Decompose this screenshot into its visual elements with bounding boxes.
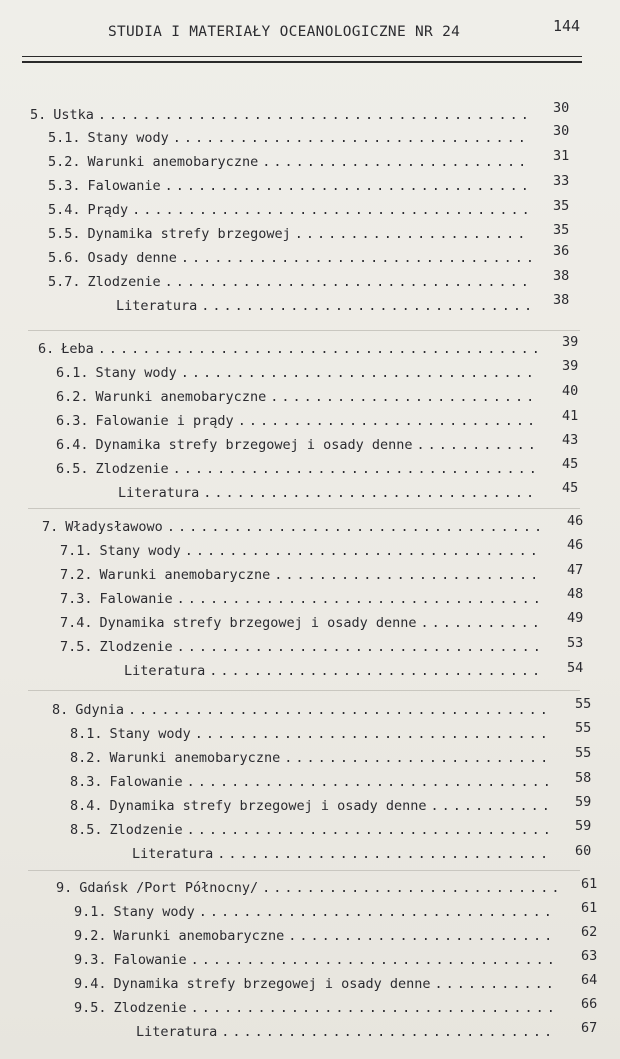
toc-page-number: 35 — [553, 222, 570, 238]
toc-entry — [48, 226, 528, 242]
toc-entry-label: Władysławowo — [65, 519, 163, 535]
toc-entry-number: 6.1. — [56, 365, 89, 381]
dot-leader: ........................................ — [97, 341, 543, 357]
dot-leader: ........... — [430, 798, 553, 814]
section-separator — [28, 870, 580, 871]
toc-entry-label: Warunki anemobaryczne — [109, 750, 281, 766]
section-separator — [28, 330, 580, 331]
dot-leader: ..................... — [294, 226, 529, 242]
dot-leader: ........................ — [262, 154, 530, 170]
dot-leader: .............................. — [209, 663, 544, 679]
toc-entry-number: 5.5. — [48, 226, 81, 242]
toc-entry-number: 9. — [56, 880, 73, 896]
dot-leader: ................................ — [172, 130, 529, 146]
toc-entry-literatura — [132, 846, 551, 862]
toc-entry-label: Osady denne — [87, 250, 177, 266]
toc-page-number: 59 — [575, 794, 592, 810]
toc-entry — [48, 274, 532, 290]
toc-entry-label: Warunki anemobaryczne — [113, 928, 285, 944]
dot-leader: ...................................... — [128, 702, 551, 718]
toc-page-number: 46 — [567, 537, 584, 553]
dot-leader: ................................. — [186, 822, 554, 838]
dot-leader: .............................. — [201, 298, 536, 314]
toc-entry — [48, 178, 532, 194]
toc-page-number: 48 — [567, 586, 584, 602]
toc-page-number: 53 — [567, 635, 584, 651]
toc-entry-label: Ustka — [53, 107, 94, 123]
toc-page-number: 36 — [553, 243, 570, 259]
toc-page-number: 55 — [575, 720, 592, 736]
toc-entry-label: Stany wody — [109, 726, 191, 742]
toc-entry-label: Zlodzenie — [113, 1000, 187, 1016]
toc-entry-number: 7.2. — [60, 567, 93, 583]
dot-leader: ................................. — [186, 774, 554, 790]
toc-entry — [70, 774, 554, 790]
toc-page-number: 54 — [567, 660, 584, 676]
toc-entry — [74, 1000, 558, 1016]
toc-page-number: 39 — [562, 358, 579, 374]
toc-entry-label: Falowanie — [99, 591, 173, 607]
toc-page-number: 33 — [553, 173, 570, 189]
toc-entry-label: Literatura — [124, 663, 206, 679]
toc-entry — [60, 639, 544, 655]
toc-entry-number: 8.5. — [70, 822, 103, 838]
toc-page-number: 39 — [562, 334, 579, 350]
toc-entry-number: 9.3. — [74, 952, 107, 968]
toc-entry-number: 9.5. — [74, 1000, 107, 1016]
dot-leader: ....................................... — [97, 107, 532, 123]
toc-entry-number: 6.2. — [56, 389, 89, 405]
dot-leader: ................................ — [180, 250, 538, 266]
toc-entry-label: Falowanie — [109, 774, 183, 790]
toc-entry-label: Literatura — [116, 298, 198, 314]
toc-page-number: 64 — [581, 972, 598, 988]
toc-entry-number: 6.5. — [56, 461, 89, 477]
toc-entry — [30, 107, 532, 123]
toc-entry-literatura — [136, 1024, 555, 1040]
toc-entry — [56, 437, 539, 453]
toc-page-number: 45 — [562, 456, 579, 472]
dot-leader: ................................ — [198, 904, 555, 920]
toc-entry — [56, 365, 537, 381]
toc-entry-number: 5.1. — [48, 130, 81, 146]
toc-entry — [60, 543, 541, 559]
toc-entry — [48, 130, 529, 146]
toc-entry-label: Zlodzenie — [87, 274, 161, 290]
toc-page-number: 55 — [575, 696, 592, 712]
toc-entry — [38, 341, 543, 357]
toc-entry-number: 7. — [42, 519, 59, 535]
toc-entry — [48, 154, 529, 170]
toc-entry — [42, 519, 545, 535]
toc-entry — [60, 567, 541, 583]
toc-entry-number: 5.3. — [48, 178, 81, 194]
dot-leader: ................................. — [190, 952, 558, 968]
dot-leader: ................................. — [176, 639, 544, 655]
toc-entry-label: Falowanie — [87, 178, 161, 194]
section-separator — [28, 690, 580, 691]
toc-entry-label: Dynamika strefy brzegowej — [87, 226, 291, 242]
toc-entry-number: 6. — [38, 341, 55, 357]
toc-entry — [56, 461, 540, 477]
toc-entry-number: 6.3. — [56, 413, 89, 429]
dot-leader: ........................... — [262, 880, 563, 896]
toc-entry-label: Stany wody — [113, 904, 195, 920]
toc-page-number: 61 — [581, 876, 598, 892]
toc-page-number: 35 — [553, 198, 570, 214]
dot-leader: ........................ — [274, 567, 542, 583]
toc-page-number: 38 — [553, 268, 570, 284]
toc-entry-number: 6.4. — [56, 437, 89, 453]
toc-entry-number: 8.2. — [70, 750, 103, 766]
toc-page-number: 47 — [567, 562, 584, 578]
toc-entry-label: Literatura — [136, 1024, 218, 1040]
toc-page-number: 40 — [562, 383, 579, 399]
toc-entry — [56, 413, 538, 429]
toc-page-number: 43 — [562, 432, 579, 448]
toc-entry — [70, 726, 551, 742]
dot-leader: .................................... — [132, 202, 533, 218]
dot-leader: .............................. — [217, 846, 552, 862]
toc-entry-number: 5.7. — [48, 274, 81, 290]
toc-entry — [74, 904, 555, 920]
toc-entry-label: Zlodzenie — [109, 822, 183, 838]
dot-leader: .................................. — [166, 519, 546, 535]
toc-entry-literatura — [118, 485, 537, 501]
toc-entry-number: 5.4. — [48, 202, 81, 218]
toc-entry-label: Dynamika strefy brzegowej i osady denne — [113, 976, 431, 992]
toc-entry-number: 9.2. — [74, 928, 107, 944]
toc-entry-literatura — [124, 663, 543, 679]
toc-page-number: 46 — [567, 513, 584, 529]
toc-entry-label: Zlodzenie — [95, 461, 169, 477]
section-separator — [28, 508, 580, 509]
dot-leader: ........... — [416, 437, 539, 453]
toc-entry-label: Literatura — [132, 846, 214, 862]
dot-leader: ................................ — [184, 543, 541, 559]
toc-entry — [70, 822, 554, 838]
toc-entry-number: 9.4. — [74, 976, 107, 992]
toc-page-number: 60 — [575, 843, 592, 859]
toc-entry-label: Warunki anemobaryczne — [99, 567, 271, 583]
toc-entry-label: Stany wody — [99, 543, 181, 559]
toc-entry-label: Gdynia — [75, 702, 125, 718]
toc-page-number: 59 — [575, 818, 592, 834]
dot-leader: ........................ — [288, 928, 556, 944]
toc-entry-number: 5.6. — [48, 250, 81, 266]
toc-entry — [48, 202, 533, 218]
toc-page-number: 62 — [581, 924, 598, 940]
toc-entry — [60, 591, 544, 607]
toc-page-number: 30 — [553, 123, 570, 139]
dot-leader: .............................. — [221, 1024, 556, 1040]
dot-leader: ........... — [420, 615, 543, 631]
running-header-title: STUDIA I MATERIAŁY OCEANOLOGICZNE NR 24 — [108, 24, 461, 40]
toc-page-number: 49 — [567, 610, 584, 626]
toc-entry-number: 7.4. — [60, 615, 93, 631]
toc-entry-number: 5.2. — [48, 154, 81, 170]
toc-entry-label: Stany wody — [87, 130, 169, 146]
toc-entry-label: Zlodzenie — [99, 639, 173, 655]
toc-page-number: 55 — [575, 745, 592, 761]
toc-entry-number: 9.1. — [74, 904, 107, 920]
toc-entry-label: Prądy — [87, 202, 129, 218]
dot-leader: ................................ — [180, 365, 537, 381]
toc-entry-label: Falowanie — [113, 952, 187, 968]
toc-entry-label: Dynamika strefy brzegowej i osady denne — [109, 798, 427, 814]
toc-entry-number: 7.5. — [60, 639, 93, 655]
dot-leader: ................................. — [164, 274, 532, 290]
toc-page-number: 66 — [581, 996, 598, 1012]
toc-entry-literatura — [116, 298, 535, 314]
toc-entry — [56, 389, 537, 405]
toc-page-number: 31 — [553, 148, 570, 164]
toc-entry — [48, 250, 537, 266]
toc-entry — [56, 880, 563, 896]
toc-entry-label: Dynamika strefy brzegowej i osady denne — [95, 437, 413, 453]
page-number: 144 — [553, 17, 581, 35]
toc-entry — [60, 615, 543, 631]
toc-entry-number: 8. — [52, 702, 69, 718]
dot-leader: ................................. — [190, 1000, 558, 1016]
toc-entry-label: Literatura — [118, 485, 200, 501]
toc-entry — [70, 798, 553, 814]
toc-entry — [74, 952, 558, 968]
toc-entry — [74, 928, 555, 944]
toc-page-number: 61 — [581, 900, 598, 916]
toc-entry — [74, 976, 557, 992]
dot-leader: ................................. — [176, 591, 544, 607]
toc-entry-label: Stany wody — [95, 365, 177, 381]
toc-entry-label: Warunki anemobaryczne — [95, 389, 267, 405]
toc-entry — [52, 702, 551, 718]
toc-entry-label: Dynamika strefy brzegowej i osady denne — [99, 615, 417, 631]
dot-leader: ........... — [434, 976, 557, 992]
toc-entry-number: 8.3. — [70, 774, 103, 790]
toc-entry — [70, 750, 551, 766]
dot-leader: ........................... — [237, 413, 539, 429]
toc-entry-label: Łeba — [61, 341, 94, 357]
toc-entry-number: 8.1. — [70, 726, 103, 742]
toc-entry-label: Gdańsk /Port Północny/ — [79, 880, 259, 896]
toc-entry-number: 5. — [30, 107, 47, 123]
toc-page-number: 38 — [553, 292, 570, 308]
toc-entry-number: 7.1. — [60, 543, 93, 559]
toc-entry-label: Warunki anemobaryczne — [87, 154, 259, 170]
toc-entry-label: Falowanie i prądy — [95, 413, 234, 429]
dot-leader: ........................ — [270, 389, 538, 405]
toc-page-number: 58 — [575, 770, 592, 786]
toc-page-number: 41 — [562, 408, 579, 424]
dot-leader: ................................ — [194, 726, 551, 742]
toc-page-number: 45 — [562, 480, 579, 496]
toc-page-number: 30 — [553, 100, 570, 116]
toc-entry-number: 7.3. — [60, 591, 93, 607]
toc-page-number: 63 — [581, 948, 598, 964]
dot-leader: ................................. — [172, 461, 540, 477]
dot-leader: ................................. — [164, 178, 532, 194]
toc-entry-number: 8.4. — [70, 798, 103, 814]
toc-page-number: 67 — [581, 1020, 598, 1036]
dot-leader: .............................. — [203, 485, 538, 501]
dot-leader: ........................ — [284, 750, 552, 766]
